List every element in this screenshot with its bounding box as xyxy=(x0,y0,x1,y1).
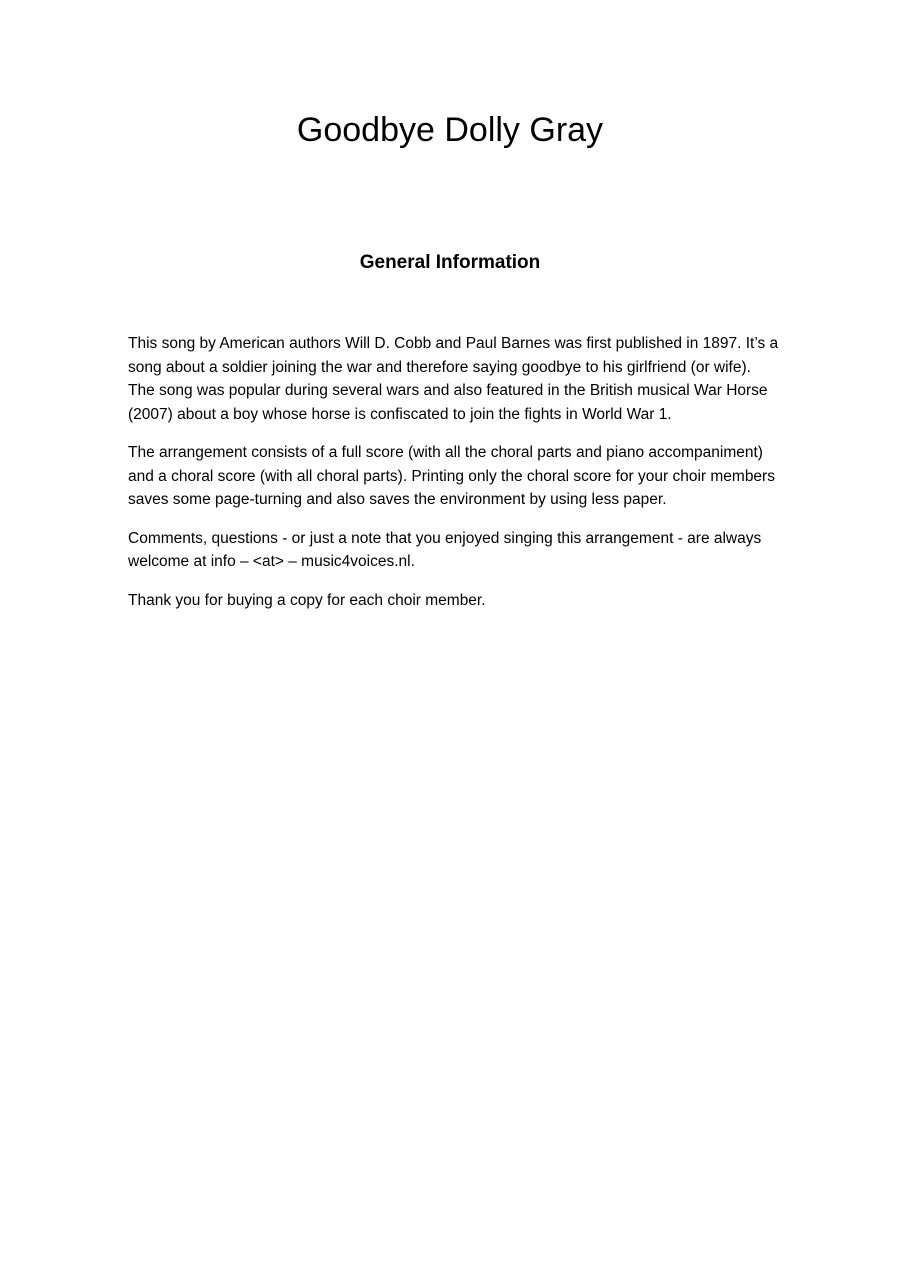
paragraph-contact: Comments, questions - or just a note that you enjoyed singing this arrangement - are always welcome at info – <at> – music4voices.nl. xyxy=(128,529,762,570)
body-text xyxy=(128,332,780,627)
section-heading: General Information xyxy=(359,252,541,273)
paragraph-thanks: Thank you for buying a copy for each choir member. xyxy=(128,591,486,609)
document-title: Goodbye Dolly Gray xyxy=(296,111,604,149)
paragraph-song-history: This song by American authors Will D. Cobb and Paul Barnes was first published in 1897. It’s a song about a soldier joining the war and therefore saying goodbye to his girlfriend (or wife). The song was popular during several wars and also featured in the British musical War Horse (2007) about a boy whose horse is confiscated to join the fights in World War 1. xyxy=(128,335,779,423)
paragraph-arrangement: The arrangement consists of a full score (with all the choral parts and piano accompaniment) and a choral score (with all choral parts). Printing only the choral score for your choir members saves some page-turning and also saves the environment by using less paper. xyxy=(128,444,775,508)
